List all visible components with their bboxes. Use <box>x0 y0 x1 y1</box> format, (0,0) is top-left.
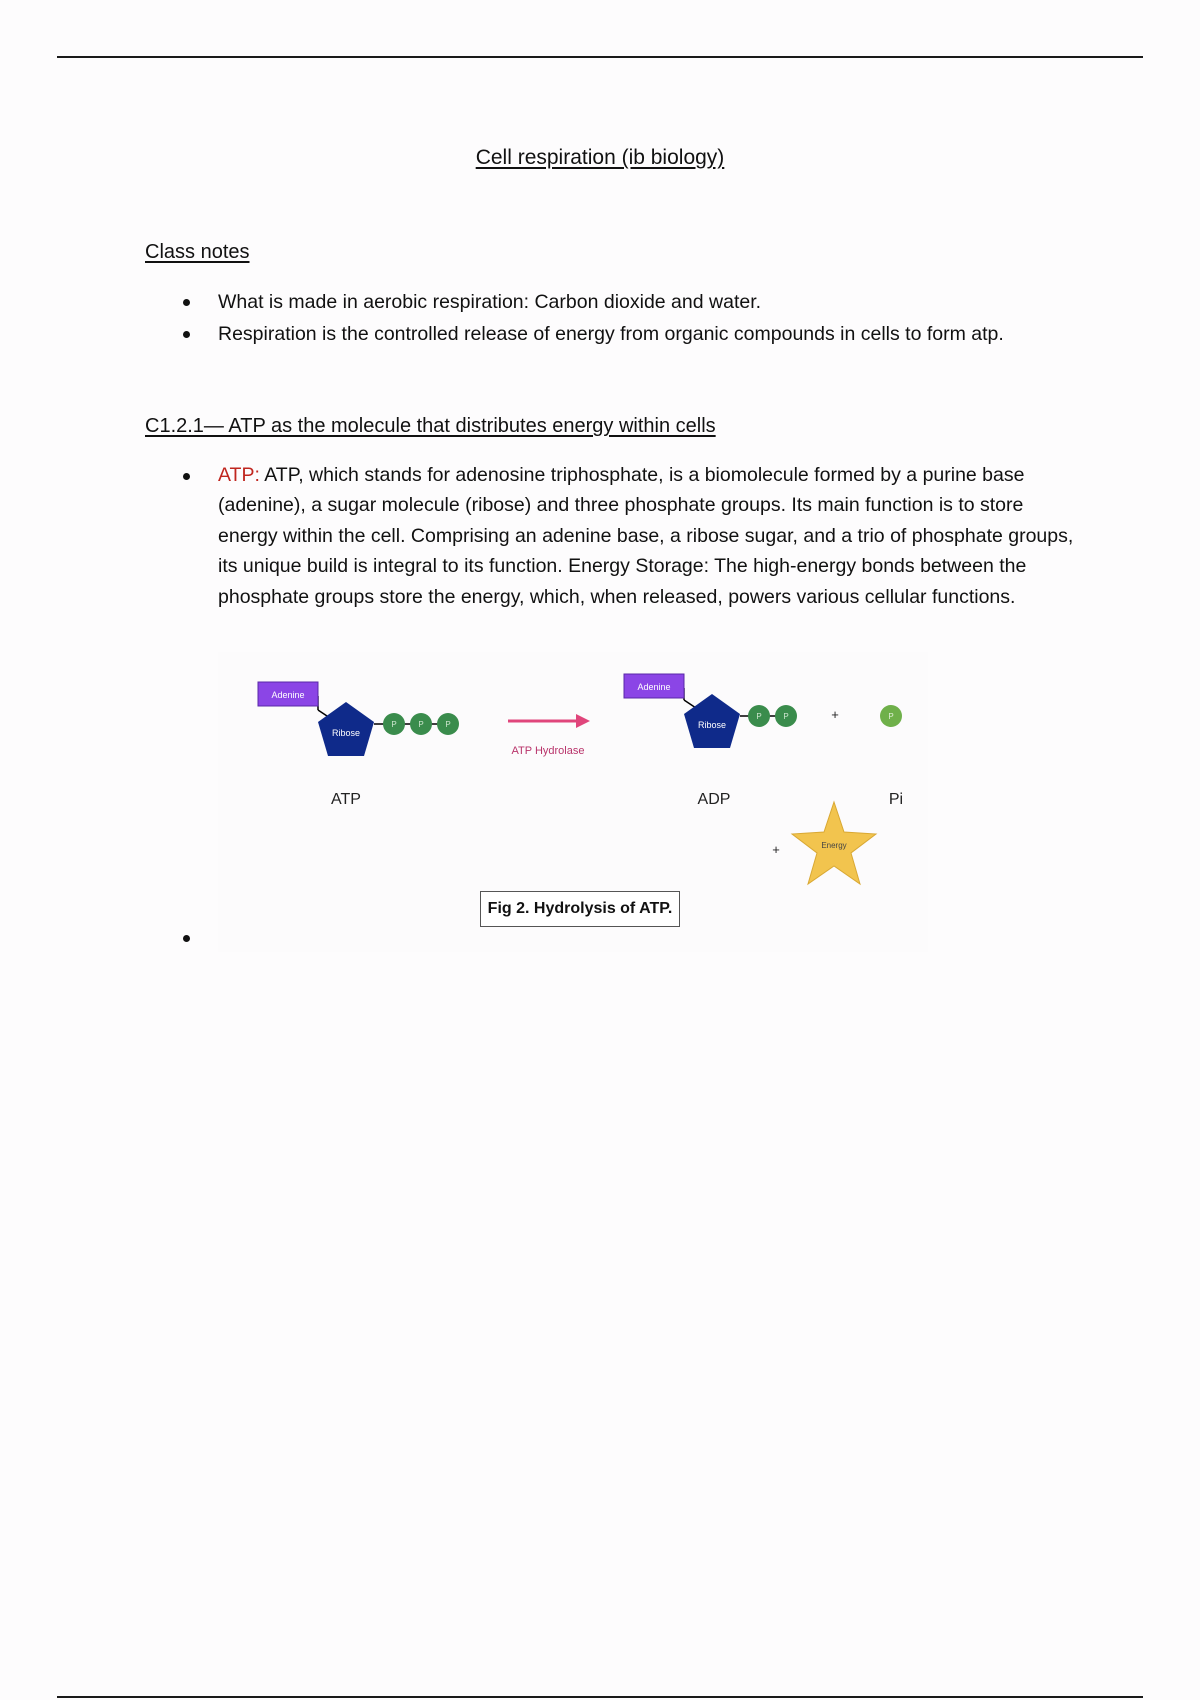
reaction-arrow <box>508 714 590 728</box>
adp-label: ADP <box>697 791 731 808</box>
svg-text:P: P <box>756 712 762 721</box>
ribose-label: Ribose <box>331 728 361 738</box>
pi-label: Pi <box>888 791 904 808</box>
atp-molecule <box>258 682 459 756</box>
svg-text:P: P <box>888 712 894 721</box>
list-item: Respiration is the controlled release of energy from organic compounds in cells to form atp. <box>145 318 1085 350</box>
section-heading-class-notes: Class notes <box>145 241 250 263</box>
empty-list-bullet <box>183 935 190 942</box>
list-item-atp <box>145 460 1085 612</box>
section-heading-atp: C1.2.1— ATP as the molecule that distributes energy within cells <box>145 415 716 437</box>
atp-description: ATP, which stands for adenosine triphosphate, is a biomolecule formed by a purine base (adenine), a sugar molecule (ribose) and three phosphate groups. Its main function is to store energy within the cell. Comprising an adenine base, a ribose sugar, and a trio of phosphate groups, its unique build is integral to its function. Energy Storage: The high-energy bonds between the phosphate groups store the energy, which, when released, powers various cellular functions. <box>218 464 1074 608</box>
adenine-label: Adenine <box>271 690 305 700</box>
figure-caption: Fig 2. Hydrolysis of ATP. <box>480 891 680 927</box>
plus-sign: + <box>831 707 839 722</box>
list-item: What is made in aerobic respiration: Carbon dioxide and water. <box>145 286 1085 318</box>
svg-text:P: P <box>445 720 451 729</box>
top-rule <box>57 56 1143 58</box>
atp-term: ATP: <box>218 464 260 486</box>
enzyme-label: ATP Hydrolase <box>511 745 585 757</box>
document-title: Cell respiration (ib biology) <box>475 146 725 169</box>
svg-text:Adenine: Adenine <box>637 682 671 692</box>
atp-list <box>145 460 1085 612</box>
svg-text:P: P <box>418 720 424 729</box>
bottom-rule <box>57 1696 1143 1698</box>
class-notes-list <box>145 286 1085 350</box>
energy-label: Energy <box>821 841 847 850</box>
atp-label: ATP <box>331 791 361 808</box>
svg-text:P: P <box>783 712 789 721</box>
plus-sign: + <box>772 842 780 857</box>
adp-molecule <box>624 674 797 748</box>
svg-text:P: P <box>391 720 397 729</box>
svg-text:Ribose: Ribose <box>697 720 727 730</box>
